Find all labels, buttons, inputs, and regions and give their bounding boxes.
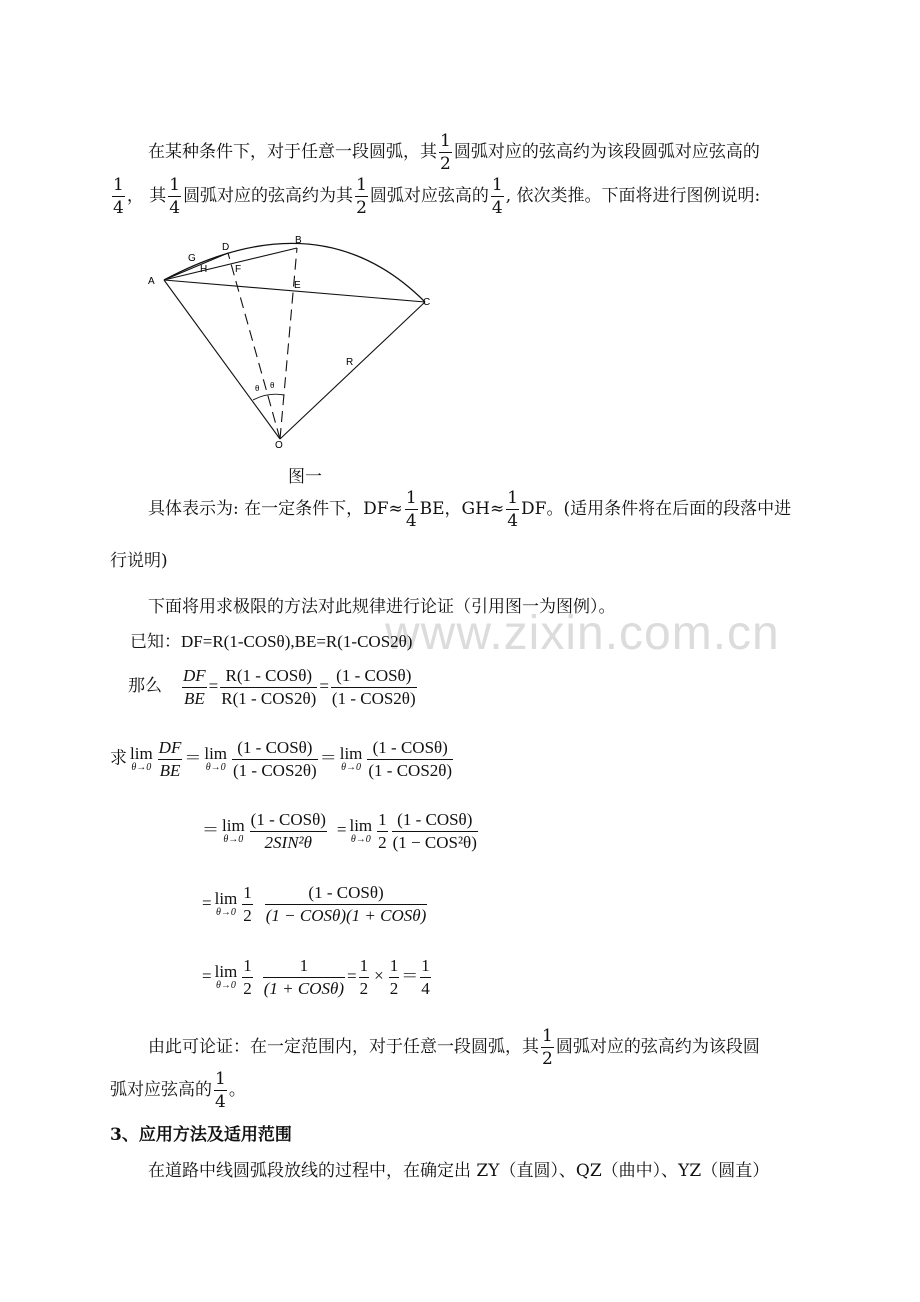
radius-ao — [164, 280, 280, 439]
fraction-half: $\frac{1}{2}$ — [356, 175, 367, 218]
limit: lim θ→0 — [339, 744, 363, 773]
fraction-half: $\frac{1}{2}$ — [359, 956, 369, 998]
label-b: B — [295, 235, 302, 246]
fraction-quarter: $\frac{1}{4}$ — [507, 488, 519, 531]
fraction-cos2: $\frac{\text{(1 - COSθ)}}{\text{(1 − COS²θ)}}$ — [392, 810, 477, 852]
section-text: 在道路中线圆弧段放线的过程中，在确定出 ZY（直圆）、QZ（曲中）、YZ（圆直） — [148, 1161, 770, 1181]
limit: lim θ→0 — [130, 744, 153, 773]
fraction-quarter: $\frac{1}{4}$ — [421, 956, 430, 998]
fraction-step: $\frac{\text{(1 - COSθ)}}{\text{(1 - COS2θ)}}$ — [368, 738, 453, 780]
fraction-half: $\frac{1}{2}$ — [389, 956, 399, 998]
fraction-half: $\frac{1}{2}$ — [440, 131, 451, 174]
intro-text: , 依次类推。下面将进行图例说明: — [505, 186, 761, 206]
label-o: O — [275, 440, 283, 451]
conclusion-text: 弧对应弦高的 — [110, 1080, 212, 1100]
label-a: A — [148, 276, 155, 287]
statement-line-2: 行说明) — [110, 551, 168, 571]
limit: lim θ→0 — [222, 816, 245, 845]
then-label: 那么 — [128, 676, 162, 696]
watermark: www.zixin.com.cn — [385, 607, 780, 660]
fraction-df-be: $\frac{DF}{BE}$ — [183, 666, 206, 708]
fraction-step: $\frac{\text{(1 - COSθ)}}{\text{(1 - COS2θ)}}$ — [233, 738, 317, 780]
fraction-r: $\frac{\text{R(1 - COSθ)}}{\text{R(1 - COS2θ)}}$ — [221, 666, 317, 708]
fraction-plus: $\frac{1}{\text{(1 + COSθ)}}$ — [263, 956, 345, 998]
intro-text: 圆弧对应的弦高约为其 — [183, 186, 354, 206]
intro-text: ， 其 — [126, 186, 167, 206]
label-theta-right: θ — [270, 381, 275, 390]
label-d: D — [222, 242, 230, 253]
intro-line-1 — [148, 130, 760, 175]
fraction-half: $\frac{1}{2}$ — [542, 1026, 553, 1069]
radius-ob — [280, 248, 297, 439]
conclusion-text: 。 — [228, 1080, 246, 1100]
arc-diagram — [140, 232, 450, 457]
fraction-half: $\frac{1}{2}$ — [378, 810, 387, 852]
proof-intro: 下面将用求极限的方法对此规律进行论证（引用图一为图例）。 — [148, 597, 616, 617]
section-heading: 3、应用方法及适用范围 — [110, 1125, 292, 1145]
label-r: R — [346, 357, 354, 368]
statement-text: DF。(适用条件将在后面的段落中进 — [521, 499, 792, 519]
intro-text: 圆弧对应弦高的 — [369, 186, 489, 206]
limit: lim θ→0 — [204, 744, 228, 773]
label-e: E — [294, 280, 301, 291]
equation-5: = lim θ→0 $\frac{1}{2}$ $\frac{1}{\text{(1 + COSθ)}}$ = $\frac{1}{2}$ × $\frac{1}{2}$ ＝ $\frac{1}{4}$ — [202, 956, 430, 998]
statement-text: BE，GH≈ — [419, 499, 505, 519]
conclusion-line-2 — [110, 1068, 246, 1113]
intro-text: 在某种条件下，对于任意一段圆弧，其 — [148, 142, 437, 162]
statement-text: 具体表示为: 在一定条件下，DF≈ — [148, 499, 403, 519]
figure-caption: 图一 — [288, 467, 322, 487]
fraction-quarter: $\frac{1}{4}$ — [405, 488, 417, 531]
radius-od — [228, 253, 280, 439]
seek-label: 求 — [110, 748, 127, 768]
fraction-quarter: $\frac{1}{4}$ — [113, 175, 124, 218]
fraction-sin: $\frac{\text{(1 - COSθ)}}{\text{2SIN²θ}}$ — [250, 810, 326, 852]
fraction-quarter: $\frac{1}{4}$ — [215, 1069, 226, 1112]
conclusion-text: 由此可论证：在一定范围内，对于任意一段圆弧，其 — [148, 1037, 539, 1057]
fraction-quarter: $\frac{1}{4}$ — [491, 175, 503, 218]
fraction-half: $\frac{1}{2}$ — [243, 956, 252, 998]
label-c: C — [423, 297, 431, 308]
limit: lim θ→0 — [349, 816, 373, 845]
fraction-half: $\frac{1}{2}$ — [243, 883, 252, 925]
equation-3: ＝ lim θ→0 $\frac{\text{(1 - COSθ)}}{\text{2SIN²θ}}$ = lim θ→0 $\frac{1}{2}$ $\frac{\text{(1 - COSθ)}}{\text{(1 − COS²θ)}}$ — [202, 810, 477, 852]
statement-line-1 — [148, 487, 791, 532]
equation-1: 那么 $\frac{DF}{BE}$ = $\frac{\text{R(1 - COSθ)}}{\text{R(1 - COS2θ)}}$ = $\frac{\text{(1 - COSθ)}}{\text{(1 - COS2θ)}}$ — [128, 666, 416, 708]
fraction-quarter: $\frac{1}{4}$ — [169, 175, 181, 218]
label-f: F — [235, 264, 242, 275]
fraction-simplified: $\frac{\text{(1 - COSθ)}}{\text{(1 - COS2θ)}}$ — [331, 666, 416, 708]
intro-text: 圆弧对应的弦高约为该段圆弧对应弦高的 — [453, 142, 760, 162]
intro-line-2 — [110, 174, 760, 219]
equation-4: = lim θ→0 $\frac{1}{2}$ $\frac{\text{(1 - COSθ)}}{\text{(1 − COSθ)(1 + COSθ)}}$ — [202, 883, 427, 925]
label-h: H — [200, 264, 208, 275]
fraction-df-be: $\frac{DF}{BE}$ — [158, 738, 182, 780]
label-g: G — [188, 253, 196, 264]
label-theta-left: θ — [255, 384, 260, 393]
fraction-product: $\frac{\text{(1 - COSθ)}}{\text{(1 − COSθ)(1 + COSθ)}}$ — [265, 883, 427, 925]
limit: lim θ→0 — [214, 962, 238, 991]
proof-known: 已知：DF=R(1-COSθ),BE=R(1-COS2θ) — [130, 632, 413, 651]
limit: lim θ→0 — [214, 889, 238, 918]
conclusion-text: 圆弧对应的弦高约为该段圆 — [555, 1037, 760, 1057]
equation-2: 求 lim θ→0 $\frac{DF}{BE}$ ＝ lim θ→0 $\frac{\text{(1 - COSθ)}}{\text{(1 - COS2θ)}}$ ＝ lim θ→0 $\frac{\text{(1 - COSθ)}}{\text{(1 - COS2θ)}}$ — [110, 738, 453, 780]
radius-oc — [280, 302, 425, 439]
conclusion-line-1 — [148, 1025, 760, 1070]
